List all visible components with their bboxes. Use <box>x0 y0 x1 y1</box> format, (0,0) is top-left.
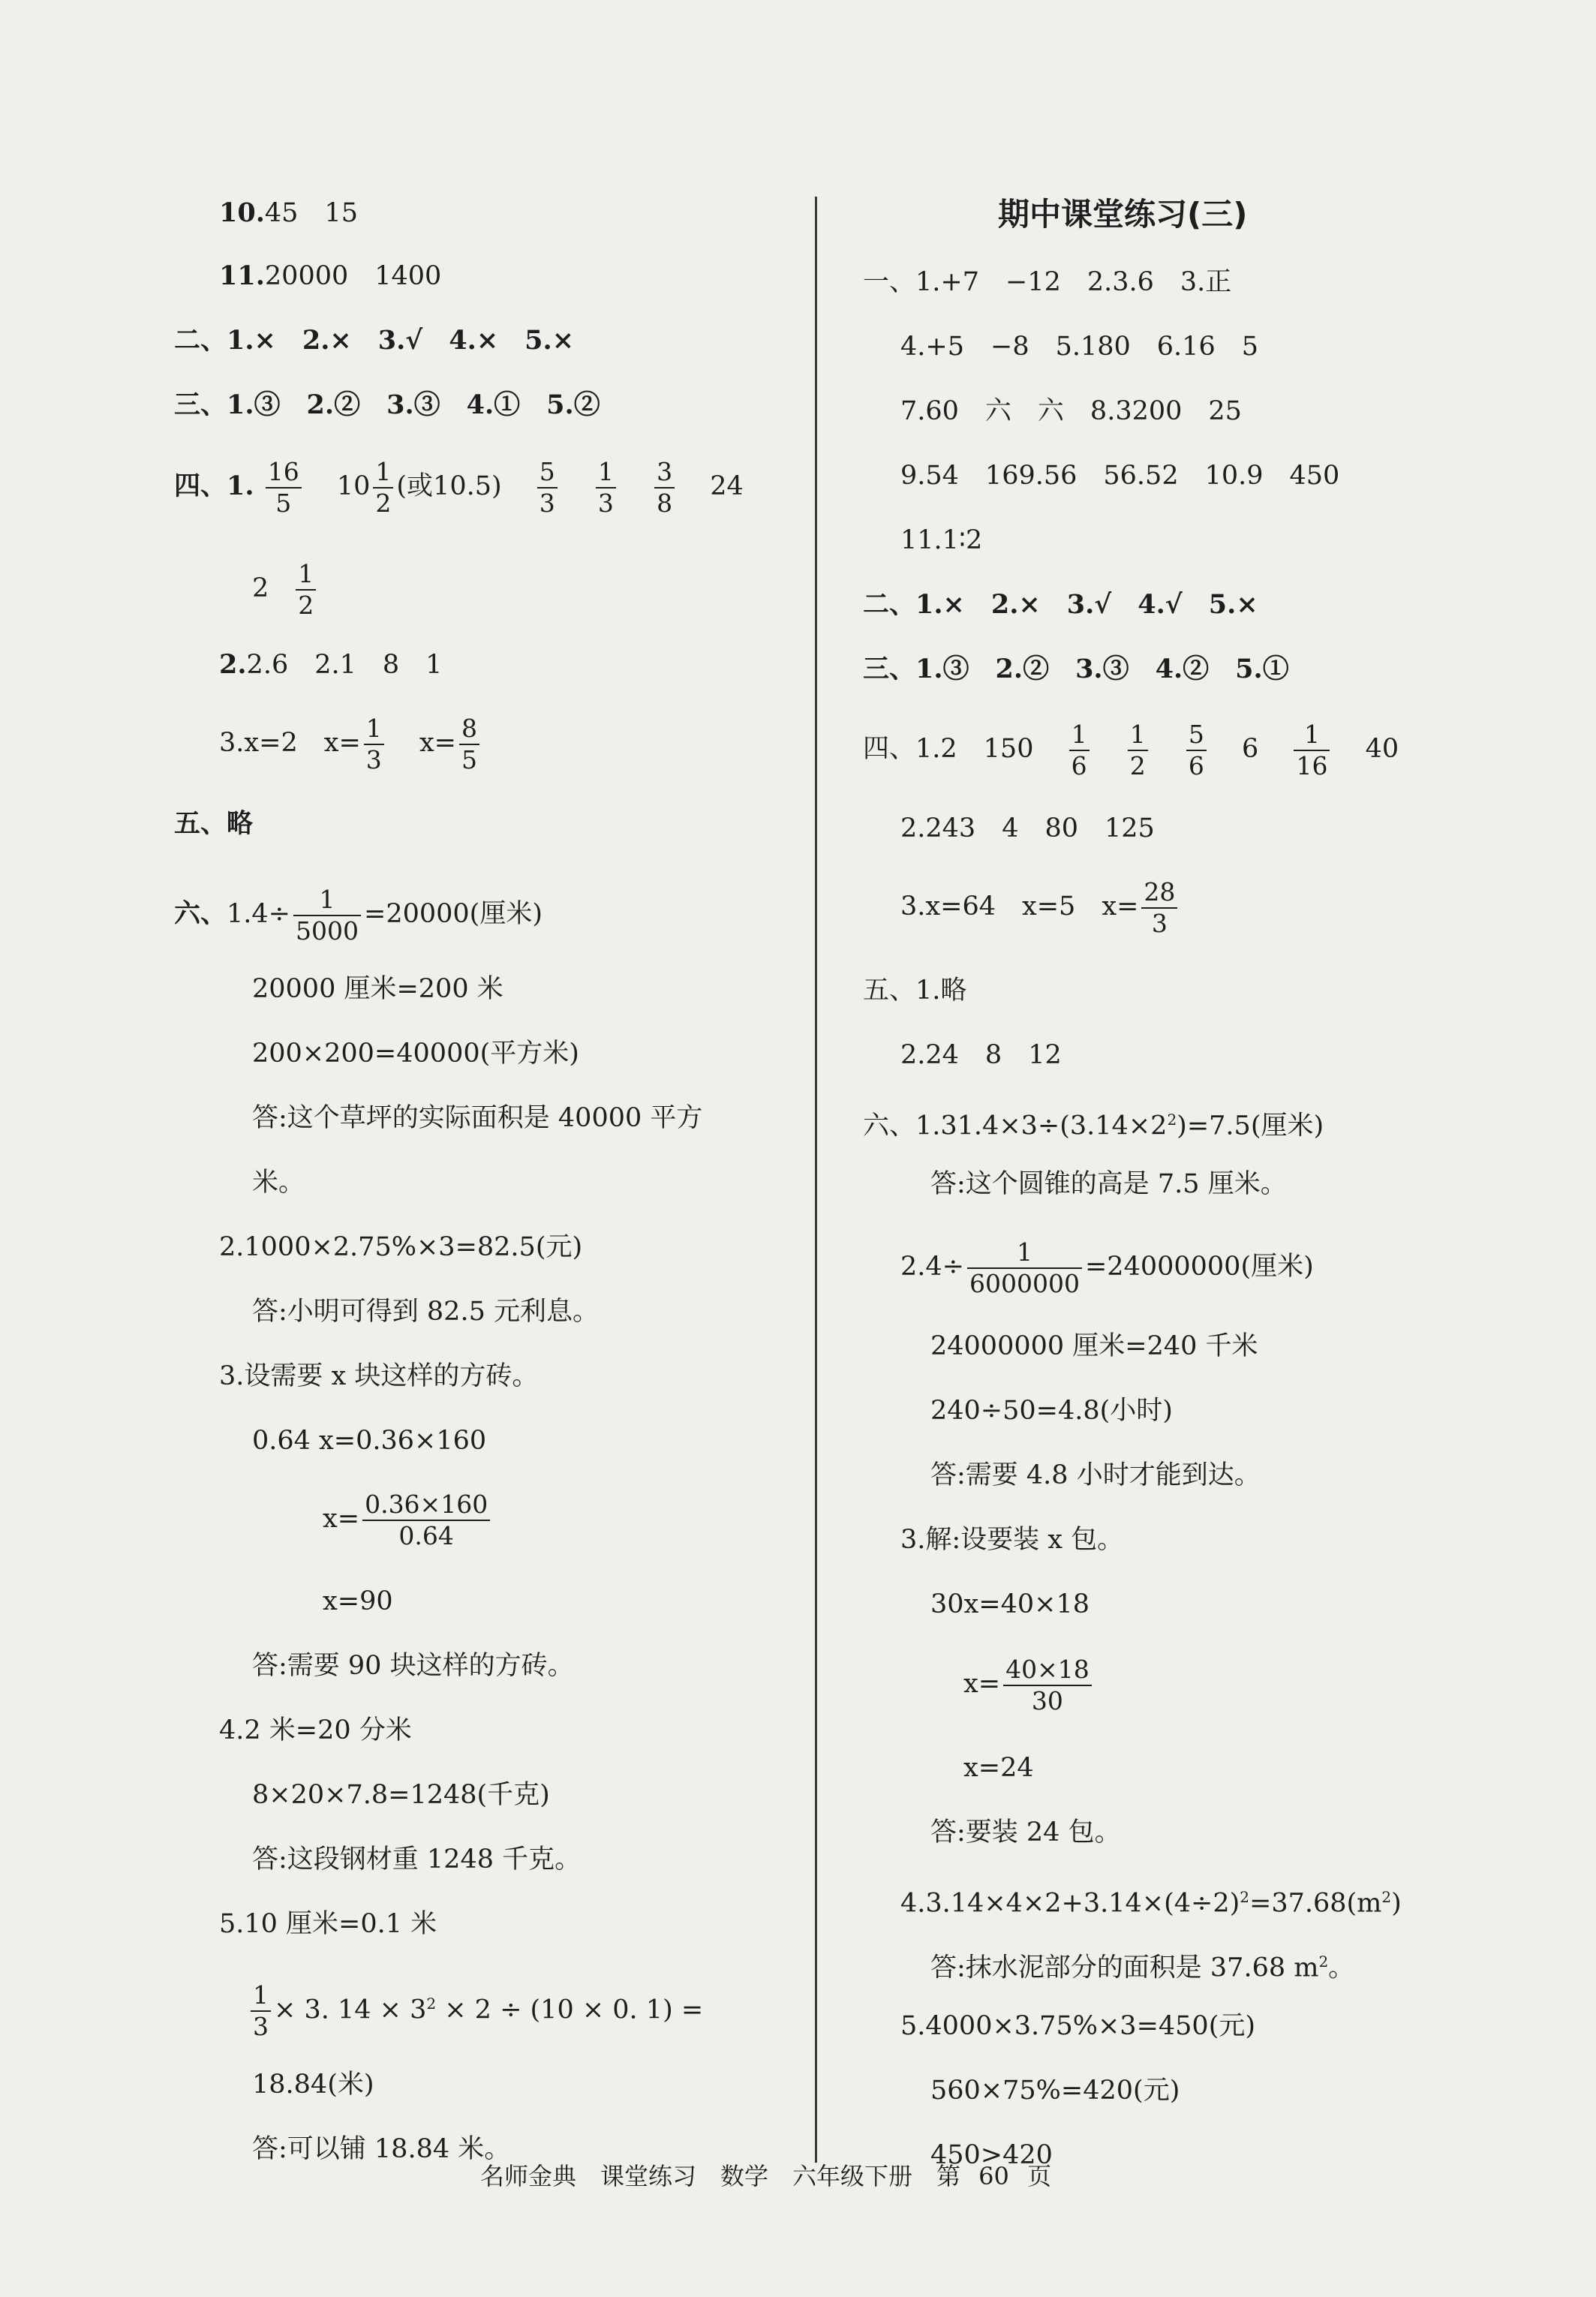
right-s6-p1-answer: 答:这个圆锥的高是 7.5 厘米。 <box>930 1169 1287 1199</box>
left-s6-p1-line2: 20000 厘米=200 米 <box>252 974 503 1004</box>
right-s4-line2: 2.243 4 80 125 <box>900 813 1155 843</box>
fraction: $\frac{28}{3}$ <box>1141 877 1177 939</box>
fraction: $\frac{3}{8}$ <box>654 457 675 519</box>
left-s6-p3-line4: x=90 <box>323 1586 393 1616</box>
right-s4-line3: 3.x=64 x=5 x= $\frac{28}{3}$ <box>900 870 1180 943</box>
right-s6-p1-line1: 六、$1.31.4\times 3\div(3.14\times 2^2)=7.5$(厘米) <box>863 1111 1324 1141</box>
right-s6-p3-line3: x= $\frac{40\times 18}{30}$ <box>963 1648 1095 1720</box>
left-s6-p3-answer: 答:需要 90 块这样的方砖。 <box>252 1651 574 1681</box>
right-s1-line4: 9.54 169.56 56.52 10.9 450 <box>900 461 1340 491</box>
left-s4-line1-cont: 2 $\frac{1}{2}$ <box>252 552 319 624</box>
fraction: $\frac{40\times 18}{30}$ <box>1003 1655 1092 1716</box>
right-s6-p3-answer: 答:要装 24 包。 <box>930 1817 1121 1848</box>
fraction: $\frac{1}{6}$ <box>1069 720 1090 781</box>
fraction: $\frac{0.36\times 160}{0.64}$ <box>362 1490 490 1551</box>
left-s6-p5-answer: 答:可以铺 18.84 米。 <box>252 2134 511 2164</box>
right-s6-p4-answer: 答:抹水泥部分的面积是 37.68 $m^2$。 <box>930 1953 1355 1983</box>
right-s1-line3: 7.60 六 六 8.3200 25 <box>900 396 1242 426</box>
right-s6-p2-line1: 2.4÷ $\frac{1}{6000000}$ =24000000(厘米) <box>900 1237 1314 1298</box>
left-s6-p3-line1: 3.设需要 x 块这样的方砖。 <box>219 1361 539 1391</box>
right-s5-line2: 2.24 8 12 <box>900 1040 1062 1070</box>
left-s6-p3-line3: x= $\frac{0.36\times 160}{0.64}$ <box>323 1483 493 1555</box>
fraction: $\frac{1}{3}$ <box>251 1980 271 2042</box>
left-s6-p4-line1: 4.2 米=20 分米 <box>219 1715 412 1745</box>
right-s6-p3-line4: x=24 <box>963 1753 1034 1783</box>
right-s6-p3-line1: 3.解:设要装 x 包。 <box>900 1525 1124 1555</box>
right-s6-p5-line2: 560×75%=420(元) <box>930 2076 1180 2106</box>
right-s4-line1: 四、1.2 150 $\frac{1}{6}$ $\frac{1}{2}$ $\frac{5}{6}$ 6 $\frac{1}{16}$ 40 <box>863 719 1399 780</box>
left-s6-p5-line1: 5.10 厘米=0.1 米 <box>219 1909 437 1939</box>
right-s2: 二、1.× 2.× 3.√ 4.√ 5.× <box>863 589 1258 620</box>
left-s6-p1-line3: 200×200=40000(平方米) <box>252 1039 579 1069</box>
left-s4-line1: 四、1. $\frac{16}{5}$ 10 $\frac{1}{2}$ (或10.5) $\frac{5}{3}$ $\frac{1}{3}$ $\frac{3}{8}$ 24 <box>174 456 744 518</box>
right-s1-line5: 11.1∶2 <box>900 525 983 555</box>
left-s6-p3-line2: 0.64 x=0.36×160 <box>252 1426 487 1456</box>
left-s6-p4-line2: 8×20×7.8=1248(千克) <box>252 1780 550 1810</box>
right-s6-p5-line1: 5.4000×3.75%×3=450(元) <box>900 2011 1256 2041</box>
right-s6-p2-line2: 24000000 厘米=240 千米 <box>930 1331 1258 1361</box>
left-s6-p1-answer-cont: 米。 <box>252 1168 305 1198</box>
right-s5-line1: 五、1.略 <box>863 976 967 1006</box>
left-s6-p2-answer: 答:小明可得到 82.5 元利息。 <box>252 1297 599 1327</box>
fraction: $\frac{8}{5}$ <box>459 714 479 775</box>
section-title: 期中课堂练习(三) <box>998 196 1248 233</box>
right-s6-p5-line3: 450>420 <box>930 2140 1053 2170</box>
right-s6-p4-line1: $4.3.14\times 4\times 2+3.14\times(4\div 2)^2=37.68(m^2)$ <box>900 1888 1402 1919</box>
left-s3: 三、1.③ 2.② 3.③ 4.① 5.② <box>174 389 600 420</box>
left-s2: 二、1.× 2.× 3.√ 4.× 5.× <box>174 325 575 356</box>
fraction: $\frac{1}{16}$ <box>1294 720 1330 781</box>
left-s6-p1-line1: 六、1.4÷ $\frac{1}{5000}$ =20000(厘米) <box>174 884 543 946</box>
left-q11: 11.20000 1400 <box>219 260 442 291</box>
fraction: $\frac{1}{6000000}$ <box>967 1237 1082 1299</box>
fraction: $\frac{1}{2}$ <box>373 457 393 519</box>
left-s6-p4-answer: 答:这段钢材重 1248 千克。 <box>252 1845 582 1875</box>
fraction: $\frac{5}{3}$ <box>537 457 558 519</box>
right-s1-line2: 4.+5 −8 5.180 6.16 5 <box>900 332 1258 362</box>
left-q10: 10.45 15 <box>219 197 358 228</box>
fraction: $\frac{1}{3}$ <box>364 714 384 775</box>
right-s6-p2-line3: 240÷50=4.8(小时) <box>930 1396 1173 1426</box>
left-s6-p2-line1: 2.1000×2.75%×3=82.5(元) <box>219 1232 583 1262</box>
fraction: $\frac{1}{5000}$ <box>293 885 361 946</box>
fraction: $\frac{1}{2}$ <box>1128 720 1148 781</box>
fraction: $\frac{16}{5}$ <box>266 457 302 519</box>
left-s6-p5-line2: $\frac{1}{3}$ × 3. $14 \times 3^2 \times 2 \div (10 \times 0$. 1) = <box>248 1968 703 2040</box>
right-s6-p2-answer: 答:需要 4.8 小时才能到达。 <box>930 1460 1261 1490</box>
left-s6-p1-answer: 答:这个草坪的实际面积是 40000 平方 <box>252 1103 703 1133</box>
right-s6-p3-line2: 30x=40×18 <box>930 1589 1090 1619</box>
right-s1-line1: 一、1.+7 −12 2.3.6 3.正 <box>863 267 1232 297</box>
fraction: $\frac{5}{6}$ <box>1186 720 1207 781</box>
fraction: $\frac{1}{2}$ <box>296 559 316 621</box>
left-s4-line2: 2.2.6 2.1 8 1 <box>219 649 443 680</box>
page-footer: 名师金典 课堂练习 数学 六年级下册 第 60 页 <box>480 2162 1052 2190</box>
right-s3: 三、1.③ 2.② 3.③ 4.② 5.① <box>863 654 1289 684</box>
column-divider <box>815 197 817 2163</box>
left-s5: 五、略 <box>174 808 254 839</box>
fraction: $\frac{1}{3}$ <box>596 457 616 519</box>
left-s4-line3: 3.x=2 x= $\frac{1}{3}$ x= $\frac{8}{5}$ <box>219 707 482 779</box>
left-s6-p5-line3: 18.84(米) <box>252 2070 374 2100</box>
